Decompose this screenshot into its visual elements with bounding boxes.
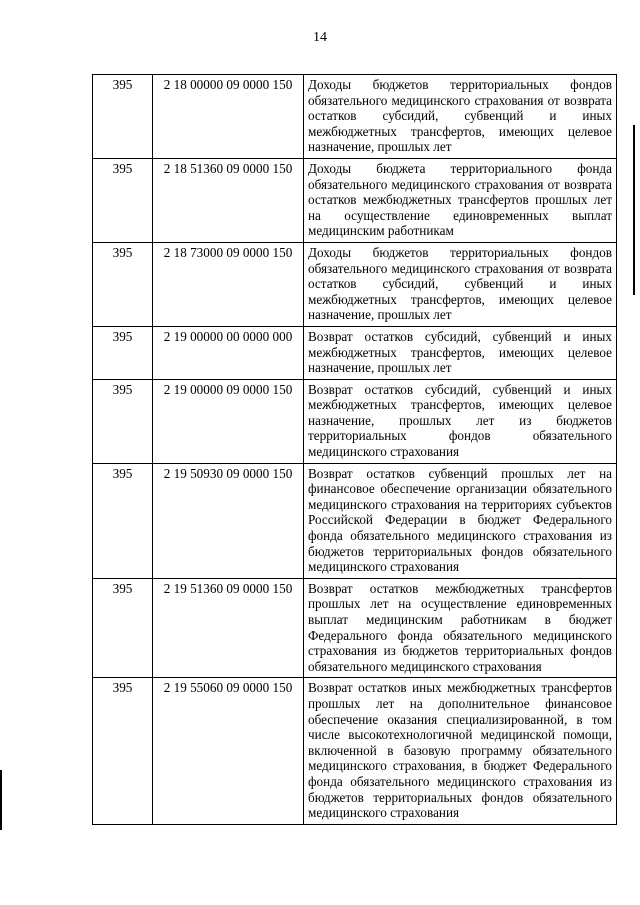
table-row <box>93 463 617 578</box>
income-name-cell: Доходы бюджетов территориальных фондов обязательного медицинского страхования от возврата остатков субсидий, субвенций и иных межбюджетных трансфертов, имеющих целевое назначение, прошлых лет <box>304 75 617 159</box>
table-row <box>93 578 617 678</box>
income-name-cell: Возврат остатков субсидий, субвенций и иных межбюджетных трансфертов, имеющих целевое назначение, прошлых лет <box>304 326 617 379</box>
table-row <box>93 75 617 159</box>
budget-codes-table <box>92 74 617 825</box>
admin-code-cell: 395 <box>93 242 153 326</box>
income-name-cell: Доходы бюджетов территориальных фондов обязательного медицинского страхования от возврата остатков субсидий, субвенций и иных межбюджетных трансфертов, имеющих целевое назначение, прошлых лет <box>304 242 617 326</box>
table-row <box>93 678 617 824</box>
budget-code-cell: 2 19 00000 00 0000 000 <box>153 326 304 379</box>
income-name-cell: Возврат остатков иных межбюджетных трансфертов прошлых лет на дополнительное финансовое обеспечение оказания специализированной, в том числе высокотехнологичной медицинской помощи, включенной в базовую программу обязательного медицинского страхования, в бюджет Федерального фонда обязательного медицинского страхования из бюджетов территориальных фондов обязательного медицинского страхования <box>304 678 617 824</box>
income-name-cell: Возврат остатков субсидий, субвенций и иных межбюджетных трансфертов, имеющих целевое назначение, прошлых лет из бюджетов территориальных фондов обязательного медицинского страхования <box>304 379 617 463</box>
admin-code-cell: 395 <box>93 379 153 463</box>
table-row <box>93 379 617 463</box>
admin-code-cell: 395 <box>93 158 153 242</box>
income-name-cell: Возврат остатков субвенций прошлых лет на финансовое обеспечение организации обязательного медицинского страхования на территориях субъектов Российской Федерации в бюджет Федерального фонда обязательного медицинского страхования из бюджетов территориальных фондов обязательного медицинского страхования <box>304 463 617 578</box>
budget-code-cell: 2 18 73000 09 0000 150 <box>153 242 304 326</box>
income-name-cell: Доходы бюджета территориального фонда обязательного медицинского страхования от возврата остатков межбюджетных трансфертов прошлых лет на осуществление единовременных выплат медицинским работникам <box>304 158 617 242</box>
admin-code-cell: 395 <box>93 578 153 678</box>
admin-code-cell: 395 <box>93 678 153 824</box>
budget-code-cell: 2 19 55060 09 0000 150 <box>153 678 304 824</box>
budget-code-cell: 2 18 00000 09 0000 150 <box>153 75 304 159</box>
table-row <box>93 242 617 326</box>
admin-code-cell: 395 <box>93 326 153 379</box>
scan-edge-mark <box>0 770 2 830</box>
table-row <box>93 158 617 242</box>
admin-code-cell: 395 <box>93 75 153 159</box>
scan-edge-mark <box>633 125 635 295</box>
page-number: 14 <box>313 30 327 45</box>
budget-code-cell: 2 19 50930 09 0000 150 <box>153 463 304 578</box>
budget-code-cell: 2 19 51360 09 0000 150 <box>153 578 304 678</box>
table-row <box>93 326 617 379</box>
income-name-cell: Возврат остатков межбюджетных трансфертов прошлых лет на осуществление единовременных выплат медицинским работникам в бюджет Федерального фонда обязательного медицинского страхования из бюджетов территориальных фондов обязательного медицинского страхования <box>304 578 617 678</box>
budget-code-cell: 2 19 00000 09 0000 150 <box>153 379 304 463</box>
budget-code-cell: 2 18 51360 09 0000 150 <box>153 158 304 242</box>
admin-code-cell: 395 <box>93 463 153 578</box>
